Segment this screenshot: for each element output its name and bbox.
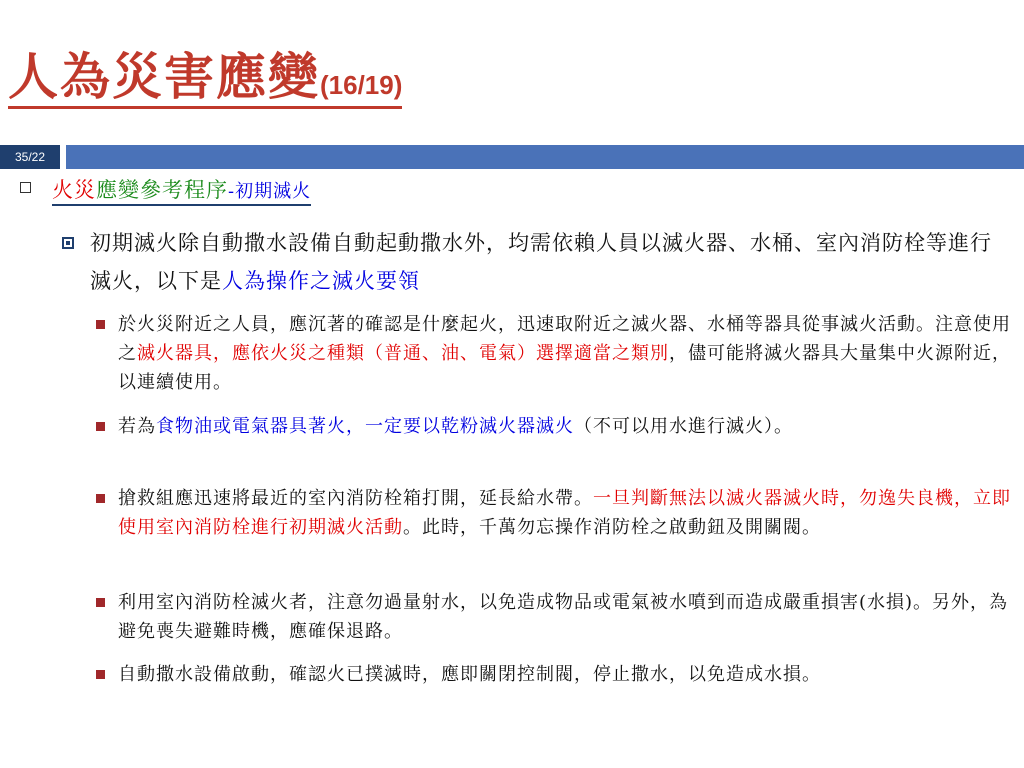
square-bullet-icon bbox=[96, 422, 105, 431]
list-item bbox=[96, 412, 1016, 441]
item-emphasis: 一旦判斷無法以滅火器滅火時，勿逸失良機，立即使用室內消防栓進行初期滅火活動 bbox=[118, 488, 1011, 538]
heading-part-fire: 火災 bbox=[52, 178, 96, 202]
slide-title bbox=[8, 47, 403, 109]
level2-emphasis: 人為操作之滅火要領 bbox=[222, 269, 420, 293]
hollow-square-bullet-icon bbox=[20, 182, 31, 193]
header-stripe bbox=[66, 145, 1024, 169]
item-text: 若為 bbox=[118, 416, 156, 437]
square-bullet-icon bbox=[96, 670, 105, 679]
framed-square-bullet-icon bbox=[62, 237, 74, 249]
item-text: 搶救組應迅速將最近的室內消防栓箱打開，延長給水帶。 bbox=[118, 488, 593, 509]
item-text: 利用室內消防栓滅火者，注意勿過量射水，以免造成物品或電氣被水噴到而造成嚴重損害(水損)。另外，為避免喪失避難時機，應確保退路。 bbox=[118, 592, 1009, 642]
slide-title-main: 人為災害應變 bbox=[8, 47, 320, 106]
list-item bbox=[96, 660, 1016, 689]
item-emphasis: 食物油或電氣器具著火，一定要以乾粉滅火器滅火 bbox=[156, 416, 574, 437]
square-bullet-icon bbox=[96, 494, 105, 503]
heading-part-initial: -初期滅火 bbox=[228, 181, 312, 202]
item-text-tail: 。此時，千萬勿忘操作消防栓之啟動鈕及開關閥。 bbox=[403, 517, 821, 538]
item-text: 於火災附近之人員，應沉著的確認是什麼起火，迅速取附近之滅火器、水桶等器具從事滅火活動。注意使用之 bbox=[118, 314, 1011, 364]
level2-text: 初期滅火除自動撒水設備自動起動撒水外，均需依賴人員以滅火器、水桶、室內消防栓等進行滅火，以下是 bbox=[90, 231, 992, 293]
list-item bbox=[96, 310, 1016, 397]
section-heading-text bbox=[52, 174, 311, 206]
item-text-tail: ，儘可能將滅火器具大量集中火源附近，以連續使用。 bbox=[118, 343, 1011, 393]
page-number-badge: 35/22 bbox=[0, 145, 60, 169]
slide-title-number: (16/19) bbox=[320, 70, 403, 100]
level2-paragraph bbox=[62, 224, 1012, 300]
list-item bbox=[96, 588, 1016, 646]
item-text-tail: （不可以用水進行滅火）。 bbox=[574, 416, 793, 437]
square-bullet-icon bbox=[96, 598, 105, 607]
header-bar bbox=[0, 145, 1024, 169]
list-item bbox=[96, 484, 1016, 542]
item-emphasis: 滅火器具，應依火災之種類（普通、油、電氣）選擇適當之類別 bbox=[137, 343, 669, 364]
item-text: 自動撒水設備啟動，確認火已撲滅時，應即關閉控制閥，停止撒水，以免造成水損。 bbox=[118, 664, 821, 685]
square-bullet-icon bbox=[96, 320, 105, 329]
heading-part-procedure: 應變參考程序 bbox=[96, 178, 228, 202]
